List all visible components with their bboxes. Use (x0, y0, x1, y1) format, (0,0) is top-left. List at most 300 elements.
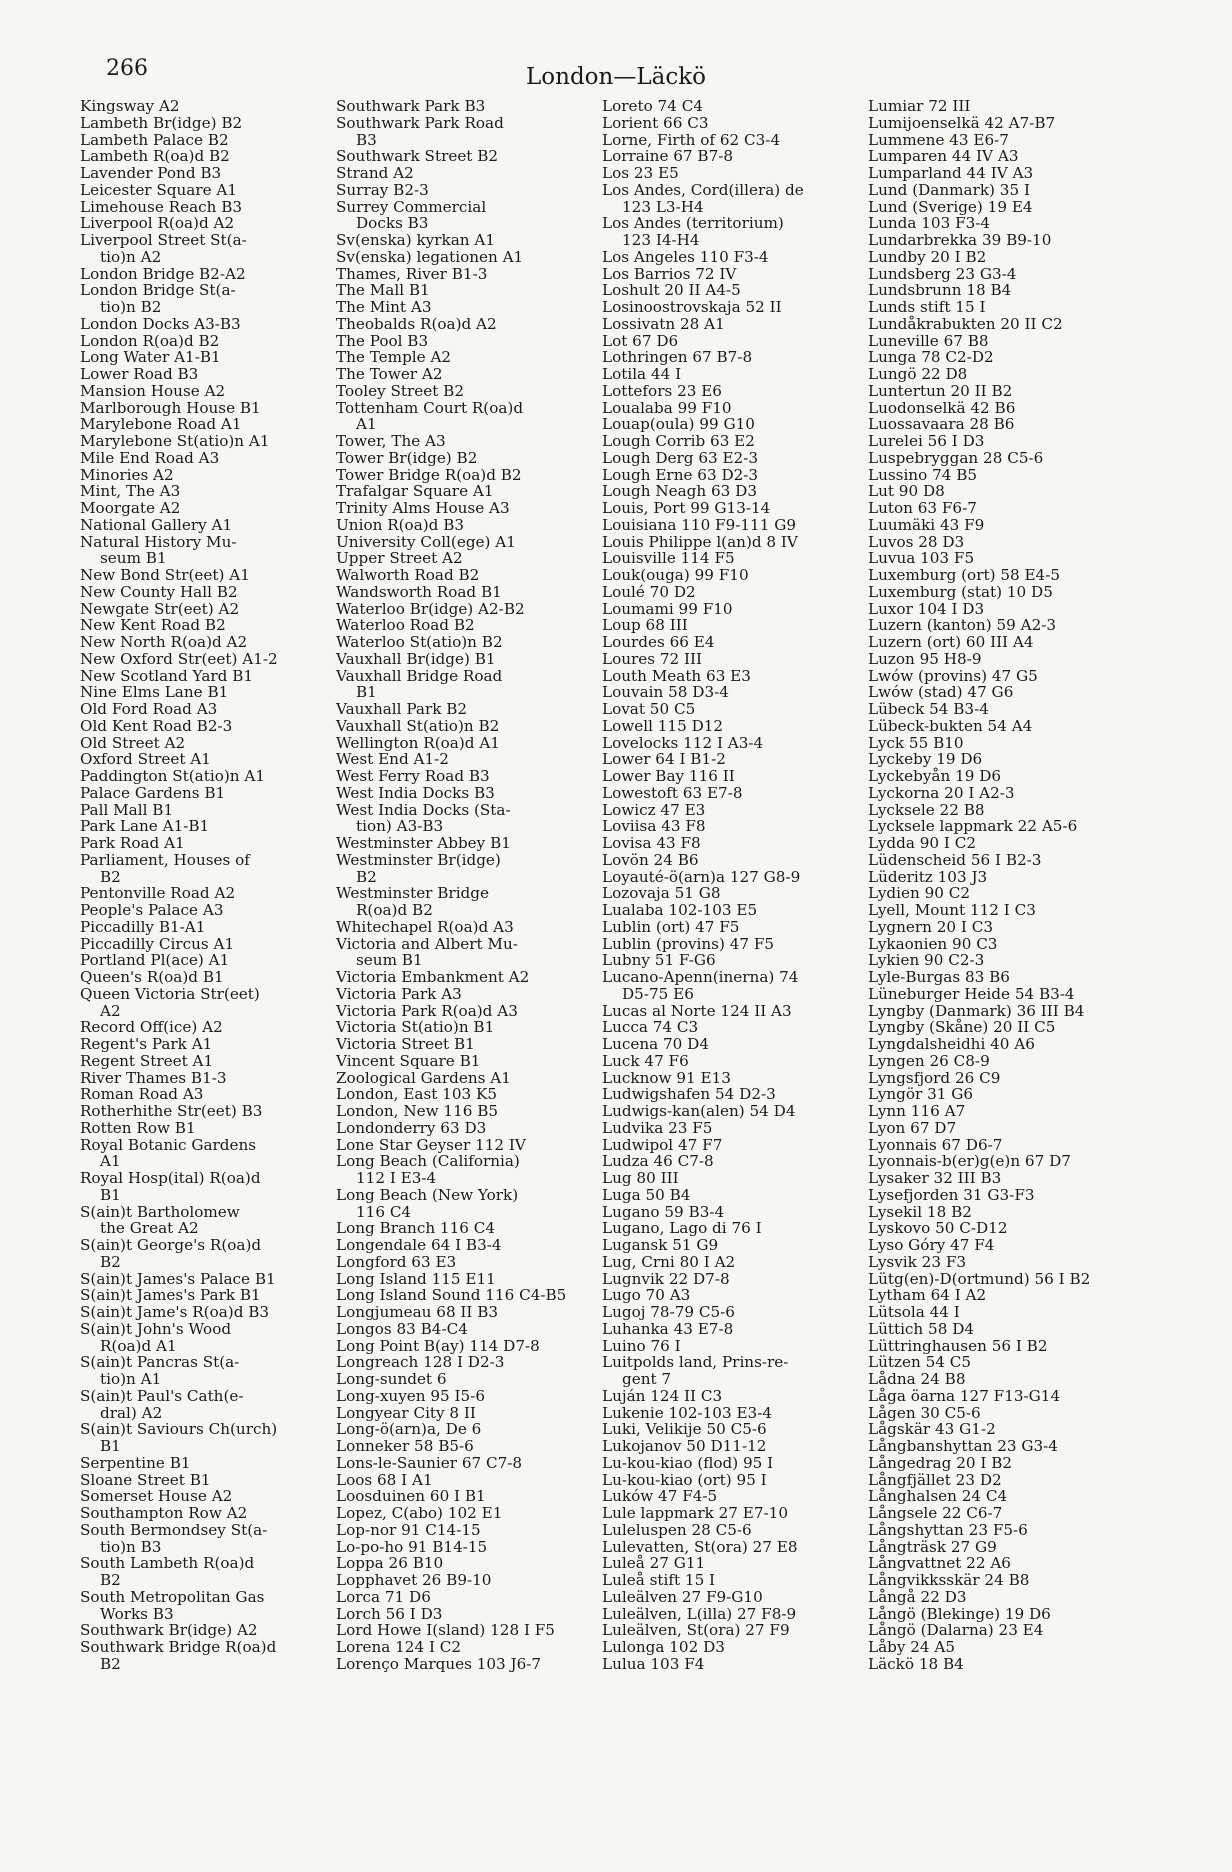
index-entry: Los Angeles 110 F3-4 (602, 247, 769, 266)
index-entry: Luxor 104 I D3 (868, 599, 985, 618)
index-entry: Lützen 54 C5 (868, 1353, 972, 1372)
index-entry: tion) A3-B3 (356, 817, 444, 836)
index-entry: Lyell, Mount 112 I C3 (868, 901, 1036, 919)
index-entry: S(ain)t George's R(oa)d (80, 1236, 262, 1254)
index-entry: Rotherhithe Str(eet) B3 (80, 1102, 263, 1120)
index-entry: Surray B2-3 (336, 180, 429, 199)
index-entry: Trafalgar Square A1 (336, 482, 494, 501)
index-entry: Lopez, C(abo) 102 E1 (336, 1504, 503, 1522)
index-entry: Londonderry 63 D3 (336, 1118, 487, 1137)
index-entry: Lyngör 31 G6 (868, 1085, 974, 1104)
index-entry: Regent's Park A1 (80, 1035, 213, 1053)
index-entry: Lugansk 51 G9 (602, 1236, 719, 1254)
index-entry: Regent Street A1 (80, 1051, 214, 1070)
index-entry: Lower Road B3 (80, 365, 199, 383)
index-entry: Lucknow 91 E13 (602, 1068, 731, 1087)
index-entry: Lund (Danmark) 35 I (868, 180, 1030, 199)
index-entry: Lüderitz 103 J3 (868, 867, 988, 886)
index-entry: tio)n A1 (100, 1370, 162, 1388)
index-entry: Southwark Park B3 (336, 97, 486, 115)
index-entry: Luxemburg (ort) 58 E4-5 (868, 566, 1061, 584)
index-entry: Victoria Street B1 (336, 1035, 475, 1053)
index-entry: South Bermondsey St(a- (80, 1520, 268, 1539)
index-entry: Lubny 51 F-G6 (602, 951, 716, 970)
index-entry: Loppa 26 B10 (336, 1554, 444, 1573)
index-entry: Lovat 50 C5 (602, 700, 696, 718)
index-entry: Lund (Sverige) 19 E4 (868, 197, 1033, 216)
index-entry: Queen's R(oa)d B1 (80, 968, 224, 986)
index-entry: Lorena 124 I C2 (336, 1638, 462, 1656)
index-entry: Långvattnet 22 A6 (868, 1554, 1011, 1573)
index-entry: Luodonselkä 42 B6 (868, 398, 1016, 417)
index-entry: Strand A2 (336, 164, 414, 182)
index-entry: Lorenço Marques 103 J6-7 (336, 1654, 542, 1673)
index-entry: Nine Elms Lane B1 (80, 683, 229, 702)
index-entry: Luleå 27 G11 (602, 1554, 706, 1573)
index-entry: Old Street A2 (80, 733, 186, 752)
index-entry: Waterloo Road B2 (336, 616, 475, 635)
index-entry: Lambeth Palace B2 (80, 130, 229, 149)
index-entry: Sloane Street B1 (80, 1470, 211, 1489)
index-entry: Westminster Br(idge) (336, 850, 501, 869)
index-entry: Lynn 116 A7 (868, 1102, 966, 1120)
index-entry: Lorraine 67 B7-8 (602, 147, 734, 166)
index-entry: Lyngen 26 C8-9 (868, 1051, 990, 1070)
index-entry: Lorient 66 C3 (602, 113, 709, 132)
index-entry: A1 (100, 1152, 121, 1171)
index-entry: Luspebryggan 28 C5-6 (868, 448, 1044, 467)
index-entry: Lyckebyån 19 D6 (868, 767, 1002, 785)
index-entry: Wandsworth Road B1 (336, 582, 502, 601)
index-column-2 (336, 98, 598, 1673)
index-entry: Lons-le-Saunier 67 C7-8 (336, 1453, 523, 1472)
index-entry: Longyear City 8 II (336, 1403, 476, 1422)
index-entry: West India Docks B3 (336, 783, 495, 802)
index-entry: New Oxford Str(eet) A1-2 (80, 649, 278, 668)
index-entry: Luntertun 20 II B2 (868, 381, 1013, 400)
index-entry: dral) A2 (100, 1403, 163, 1422)
index-entry: London Docks A3-B3 (80, 314, 241, 333)
index-entry: Louisiana 110 F9-111 G9 (602, 515, 796, 534)
index-entry: Lykaonien 90 C3 (868, 934, 998, 953)
index-entry: Lunda 103 F3-4 (868, 214, 991, 233)
index-entry: Loualaba 99 F10 (602, 398, 732, 417)
index-entry: 112 I E3-4 (356, 1169, 437, 1187)
index-entry: Lyngdalsheidhi 40 A6 (868, 1035, 1035, 1053)
index-entry: Mansion House A2 (80, 381, 226, 400)
index-entry: Waterloo Br(idge) A2-B2 (336, 599, 525, 618)
index-entry: Liverpool Street St(a- (80, 231, 247, 249)
index-entry: Lukojanov 50 D11-12 (602, 1437, 767, 1455)
index-entry: Victoria Park R(oa)d A3 (336, 1001, 518, 1020)
index-entry: S(ain)t James's Park B1 (80, 1286, 261, 1305)
index-entry: Luleälven 27 F9-G10 (602, 1587, 763, 1606)
index-entry: Marylebone St(atio)n A1 (80, 432, 270, 450)
index-entry: Victoria Park A3 (336, 984, 462, 1003)
index-entry: Lord Howe I(sland) 128 I F5 (336, 1621, 555, 1640)
index-entry: Lower Bay 116 II (602, 767, 735, 785)
index-entry: Loulé 70 D2 (602, 582, 696, 601)
index-entry: Marylebone Road A1 (80, 415, 242, 434)
index-entry: Luck 47 F6 (602, 1051, 689, 1070)
index-entry: Old Ford Road A3 (80, 700, 218, 718)
index-entry: Moorgate A2 (80, 499, 181, 517)
index-entry: Lut 90 D8 (868, 482, 945, 501)
index-entry: Rotten Row B1 (80, 1118, 196, 1137)
index-entry: Lucano-Apenn(inerna) 74 (602, 968, 799, 986)
index-entry: Mile End Road A3 (80, 448, 220, 467)
index-entry: Loumami 99 F10 (602, 599, 733, 618)
index-entry: Paddington St(atio)n A1 (80, 767, 266, 785)
index-entry: Lossivatn 28 A1 (602, 314, 725, 333)
index-column-3 (602, 98, 864, 1673)
index-entry: The Temple A2 (336, 348, 452, 367)
index-entry: Loos 68 I A1 (336, 1470, 433, 1489)
index-entry: Long Island Sound 116 C4-B5 (336, 1286, 567, 1305)
index-entry: B2 (100, 1252, 121, 1271)
index-entry: Lyonnais-b(er)g(e)n 67 D7 (868, 1152, 1071, 1171)
index-entry: Långfjället 23 D2 (868, 1470, 1002, 1489)
index-entry: B3 (356, 130, 377, 149)
index-entry: Lundsbrunn 18 B4 (868, 281, 1012, 300)
page-number: 266 (106, 56, 148, 81)
index-entry: Långshyttan 23 F5-6 (868, 1520, 1028, 1539)
index-entry: Lower 64 I B1-2 (602, 750, 726, 769)
index-entry: S(ain)t Pancras St(a- (80, 1353, 240, 1372)
index-entry: Lulua 103 F4 (602, 1654, 705, 1673)
index-entry: Lu-kou-kiao (flod) 95 I (602, 1453, 774, 1472)
index-entry: Liverpool R(oa)d A2 (80, 214, 235, 233)
index-entry: Lumparen 44 IV A3 (868, 147, 1019, 166)
index-entry: Los Barrios 72 IV (602, 264, 737, 283)
index-entry: Långsele 22 C6-7 (868, 1504, 1003, 1522)
index-entry: Lourdes 66 E4 (602, 633, 715, 651)
index-entry: B1 (100, 1185, 121, 1204)
index-entry: Record Off(ice) A2 (80, 1018, 223, 1037)
index-entry: Ludwipol 47 F7 (602, 1135, 723, 1154)
index-entry: Serpentine B1 (80, 1453, 191, 1472)
index-entry: Lundsberg 23 G3-4 (868, 264, 1017, 283)
index-entry: Park Road A1 (80, 834, 185, 852)
index-entry: Surrey Commercial (336, 197, 487, 216)
index-entry: Lütg(en)-D(ortmund) 56 I B2 (868, 1269, 1091, 1288)
index-entry: Långö (Blekinge) 19 D6 (868, 1604, 1051, 1623)
index-entry: Tower Bridge R(oa)d B2 (336, 465, 522, 484)
index-entry: Longos 83 B4-C4 (336, 1319, 468, 1338)
index-entry: Lowestoft 63 E7-8 (602, 783, 743, 802)
index-entry: Tower, The A3 (336, 432, 446, 450)
index-entry: Ludwigshafen 54 D2-3 (602, 1085, 776, 1104)
index-entry: The Tower A2 (336, 365, 443, 383)
index-entry: gent 7 (622, 1370, 672, 1388)
index-entry: Minories A2 (80, 465, 174, 484)
index-entry: 123 L3-H4 (622, 197, 704, 216)
index-entry: Lulonga 102 D3 (602, 1638, 725, 1656)
index-entry: Lyskovo 50 C-D12 (868, 1219, 1008, 1238)
index-entry: Lysefjorden 31 G3-F3 (868, 1185, 1035, 1204)
index-entry: Vincent Square B1 (336, 1051, 481, 1070)
index-entry: Longendale 64 I B3-4 (336, 1236, 502, 1254)
index-entry: Lug 80 III (602, 1169, 679, 1187)
index-entry: Queen Victoria Str(eet) (80, 984, 260, 1003)
index-entry: Ludza 46 C7-8 (602, 1152, 714, 1171)
index-entry: the Great A2 (100, 1219, 199, 1238)
index-entry: Trinity Alms House A3 (336, 499, 510, 517)
index-entry: Lüdenscheid 56 I B2-3 (868, 850, 1042, 869)
index-entry: B1 (100, 1437, 121, 1455)
index-entry: New Scotland Yard B1 (80, 666, 254, 685)
index-entry: Long Branch 116 C4 (336, 1219, 496, 1238)
index-entry: Leicester Square A1 (80, 180, 238, 199)
index-entry: Vauxhall Br(idge) B1 (336, 649, 496, 668)
index-entry: Långträsk 27 G9 (868, 1537, 997, 1556)
index-entry: Lugoj 78-79 C5-6 (602, 1303, 735, 1321)
index-entry: Läckö 18 B4 (868, 1654, 964, 1673)
index-entry: Lüttich 58 D4 (868, 1319, 975, 1338)
index-entry: Wellington R(oa)d A1 (336, 733, 500, 752)
index-entry: Lot 67 D6 (602, 331, 679, 350)
index-entry: Vauxhall Bridge Road (336, 666, 503, 685)
index-entry: Lotila 44 I (602, 365, 682, 383)
index-entry: Portland Pl(ace) A1 (80, 951, 230, 970)
index-entry: tio)n A2 (100, 247, 162, 266)
index-entry: Southwark Br(idge) A2 (80, 1621, 258, 1640)
index-entry: Loshult 20 II A4-5 (602, 281, 741, 300)
index-entry: Park Lane A1-B1 (80, 817, 210, 836)
index-entry: Long Water A1-B1 (80, 348, 221, 367)
index-entry: Luzon 95 H8-9 (868, 649, 982, 668)
index-entry: Southwark Street B2 (336, 147, 499, 166)
index-entry: Royal Botanic Gardens (80, 1135, 257, 1154)
index-entry: Ludwigs-kan(alen) 54 D4 (602, 1102, 796, 1120)
index-entry: Newgate Str(eet) A2 (80, 599, 240, 618)
index-entry: Lütsola 44 I (868, 1303, 960, 1321)
index-entry: Long-xuyen 95 I5-6 (336, 1386, 485, 1405)
index-entry: Luzern (ort) 60 III A4 (868, 633, 1034, 651)
index-entry: Tottenham Court R(oa)d (336, 398, 524, 417)
index-entry: Lycksele 22 B8 (868, 800, 985, 819)
index-entry: London, New 116 B5 (336, 1102, 499, 1120)
index-entry: Lugo 70 A3 (602, 1286, 691, 1305)
index-entry: Luino 76 I (602, 1336, 681, 1355)
index-entry: West India Docks (Sta- (336, 800, 511, 819)
index-entry: A1 (356, 415, 377, 434)
index-entry: Lambeth Br(idge) B2 (80, 113, 243, 132)
index-entry: Lwów (stad) 47 G6 (868, 683, 1014, 702)
index-entry: Luki, Velikije 50 C5-6 (602, 1420, 767, 1439)
index-entry: Lough Corrib 63 E2 (602, 432, 755, 450)
index-entry: Lussino 74 B5 (868, 465, 978, 484)
index-entry: Lopphavet 26 B9-10 (336, 1571, 492, 1589)
index-entry: S(ain)t Bartholomew (80, 1202, 240, 1221)
index-entry: Långbanshyttan 23 G3-4 (868, 1437, 1058, 1455)
index-entry: South Metropolitan Gas (80, 1587, 265, 1606)
index-entry: River Thames B1-3 (80, 1068, 227, 1087)
index-entry: Tooley Street B2 (336, 381, 464, 400)
index-entry: Lugano 59 B3-4 (602, 1202, 725, 1221)
index-entry: R(oa)d B2 (356, 901, 433, 919)
index-entry: 116 C4 (356, 1202, 412, 1221)
index-entry: Lovisa 43 F8 (602, 834, 701, 852)
index-entry: Lu-kou-kiao (ort) 95 I (602, 1470, 767, 1489)
index-entry: Westminster Bridge (336, 884, 489, 903)
index-entry: Walworth Road B2 (336, 566, 480, 584)
index-entry: Lyso Góry 47 F4 (868, 1236, 995, 1254)
index-entry: Luleälven, St(ora) 27 F9 (602, 1621, 790, 1640)
index-entry: Louap(oula) 99 G10 (602, 415, 755, 434)
index-entry: Louis, Port 99 G13-14 (602, 499, 771, 517)
index-entry: Lyckorna 20 I A2-3 (868, 783, 1015, 802)
index-entry: B2 (100, 1571, 121, 1589)
index-entry: Långedrag 20 I B2 (868, 1453, 1013, 1472)
index-entry: Lumijoenselkä 42 A7-B7 (868, 113, 1056, 132)
index-entry: Luków 47 F4-5 (602, 1487, 718, 1506)
index-entry: Långå 22 D3 (868, 1587, 967, 1606)
index-entry: Southampton Row A2 (80, 1504, 248, 1522)
index-entry: Lucena 70 D4 (602, 1035, 710, 1053)
index-entry: Long Beach (New York) (336, 1185, 519, 1204)
index-entry: S(ain)t Jame's R(oa)d B3 (80, 1303, 270, 1321)
index-entry: tio)n B2 (100, 298, 162, 316)
index-entry: Lug, Crni 80 I A2 (602, 1252, 736, 1271)
index-entry: Piccadilly Circus A1 (80, 934, 235, 953)
index-column-4 (868, 98, 1138, 1673)
index-entry: Parliament, Houses of (80, 850, 250, 869)
index-entry: Luton 63 F6-7 (868, 499, 977, 517)
index-entry: Lågskär 43 G1-2 (868, 1420, 996, 1439)
index-entry: Lycksele lappmark 22 A5-6 (868, 817, 1078, 836)
index-entry: Lundåkrabukten 20 II C2 (868, 314, 1063, 333)
index-entry: Losinoostrovskaja 52 II (602, 298, 782, 316)
index-entry: Lyck 55 B10 (868, 733, 964, 752)
index-entry: Lådna 24 B8 (868, 1370, 966, 1388)
index-entry: Long Beach (California) (336, 1152, 520, 1171)
index-entry: Lugano, Lago di 76 I (602, 1219, 762, 1238)
index-entry: Lunds stift 15 I (868, 298, 986, 316)
index-entry: Lowell 115 D12 (602, 716, 724, 735)
index-entry: Lyle-Burgas 83 B6 (868, 968, 1010, 986)
index-entry: Lysekil 18 B2 (868, 1202, 972, 1221)
index-entry: Long Island 115 E11 (336, 1269, 496, 1288)
index-entry: Sv(enska) kyrkan A1 (336, 231, 496, 249)
index-entry: Loures 72 III (602, 649, 703, 668)
index-entry: B2 (100, 867, 121, 886)
index-entry: New Kent Road B2 (80, 616, 226, 635)
index-entry: New Bond Str(eet) A1 (80, 566, 250, 584)
index-entry: Louk(ouga) 99 F10 (602, 566, 749, 584)
index-entry: Lukenie 102-103 E3-4 (602, 1403, 772, 1422)
index-entry: The Pool B3 (336, 331, 429, 350)
index-entry: Louth Meath 63 E3 (602, 666, 751, 685)
index-entry: Lundby 20 I B2 (868, 247, 987, 266)
index-entry: Lågen 30 C5-6 (868, 1403, 981, 1422)
index-entry: Old Kent Road B2-3 (80, 716, 233, 735)
index-entry: Luneville 67 B8 (868, 331, 989, 350)
index-entry: Lygnern 20 I C3 (868, 917, 994, 936)
index-entry: Lytham 64 I A2 (868, 1286, 987, 1305)
index-entry: R(oa)d A1 (100, 1336, 177, 1355)
index-entry: Luga 50 B4 (602, 1185, 691, 1204)
index-entry: Lumparland 44 IV A3 (868, 164, 1034, 182)
index-entry: Långö (Dalarna) 23 E4 (868, 1621, 1044, 1640)
index-entry: Lugnvik 22 D7-8 (602, 1269, 730, 1288)
index-entry: Works B3 (100, 1604, 174, 1623)
index-entry: B1 (356, 683, 377, 702)
index-entry: Union R(oa)d B3 (336, 515, 465, 534)
index-entry: S(ain)t James's Palace B1 (80, 1269, 276, 1288)
index-entry: Lübeck-bukten 54 A4 (868, 716, 1033, 735)
index-entry: Luvua 103 F5 (868, 549, 975, 568)
index-entry: Lough Neagh 63 D3 (602, 482, 757, 501)
index-entry: Pentonville Road A2 (80, 884, 236, 903)
index-entry: Longford 63 E3 (336, 1252, 457, 1271)
index-entry: Lunga 78 C2-D2 (868, 348, 994, 367)
index-entry: Lyngby (Danmark) 36 III B4 (868, 1001, 1085, 1020)
index-entry: Los 23 E5 (602, 164, 679, 182)
index-entry: Victoria and Albert Mu- (336, 934, 518, 953)
index-entry: Natural History Mu- (80, 532, 237, 551)
index-entry: Lozovaja 51 G8 (602, 884, 721, 903)
index-entry: Lydien 90 C2 (868, 884, 971, 903)
index-entry: Låby 24 A5 (868, 1638, 956, 1656)
index-entry: Louvain 58 D3-4 (602, 683, 729, 702)
index-entry: Victoria Embankment A2 (336, 968, 530, 986)
index-entry: Lyngby (Skåne) 20 II C5 (868, 1018, 1056, 1037)
index-entry: Luleluspen 28 C5-6 (602, 1520, 752, 1539)
index-entry: Lorne, Firth of 62 C3-4 (602, 130, 781, 149)
index-entry: Southwark Bridge R(oa)d (80, 1638, 277, 1656)
index-entry: Long-sundet 6 (336, 1370, 447, 1388)
index-entry: Loyauté-ö(arn)a 127 G8-9 (602, 867, 801, 886)
index-entry: Mint, The A3 (80, 482, 181, 501)
index-entry: Long Point B(ay) 114 D7-8 (336, 1336, 540, 1355)
index-entry: Långvikksskär 24 B8 (868, 1571, 1030, 1589)
index-entry: Lough Erne 63 D2-3 (602, 465, 759, 484)
index-entry: Lyngsfjord 26 C9 (868, 1068, 1001, 1087)
index-entry: Palace Gardens B1 (80, 783, 226, 802)
index-entry: Lop-nor 91 C14-15 (336, 1520, 481, 1539)
index-entry: Lüttringhausen 56 I B2 (868, 1336, 1048, 1355)
index-entry: Lothringen 67 B7-8 (602, 348, 753, 367)
index-entry: Luumäki 43 F9 (868, 515, 985, 534)
index-entry: Zoological Gardens A1 (336, 1068, 511, 1087)
index-entry: Loosduinen 60 I B1 (336, 1487, 486, 1506)
index-entry: The Mint A3 (336, 298, 432, 316)
index-entry: Lundarbrekka 39 B9-10 (868, 231, 1052, 249)
index-entry: Lorca 71 D6 (336, 1587, 431, 1606)
index-entry: Lucca 74 C3 (602, 1018, 699, 1037)
index-entry: Långhalsen 24 C4 (868, 1487, 1008, 1506)
index-entry: London Bridge St(a- (80, 281, 236, 300)
index-entry: Lovön 24 B6 (602, 850, 699, 869)
index-entry: Limehouse Reach B3 (80, 197, 243, 216)
index-entry: Ludvika 23 F5 (602, 1118, 713, 1137)
index-column-1 (80, 98, 330, 1673)
index-entry: Longreach 128 I D2-3 (336, 1353, 505, 1372)
index-entry: West Ferry Road B3 (336, 767, 490, 785)
index-entry: Loup 68 III (602, 616, 688, 635)
index-entry: Luleälven, L(illa) 27 F8-9 (602, 1604, 797, 1623)
index-entry: Victoria St(atio)n B1 (336, 1018, 495, 1037)
index-entry: Loreto 74 C4 (602, 97, 703, 115)
index-entry: Lübeck 54 B3-4 (868, 700, 989, 718)
index-entry: Luvos 28 D3 (868, 532, 965, 551)
index-entry: Lungö 22 D8 (868, 365, 968, 383)
index-entry: 123 I4-H4 (622, 231, 700, 249)
index-entry: Marlborough House B1 (80, 398, 261, 417)
index-entry: D5-75 E6 (622, 984, 694, 1003)
index-entry: S(ain)t Paul's Cath(e- (80, 1386, 244, 1405)
